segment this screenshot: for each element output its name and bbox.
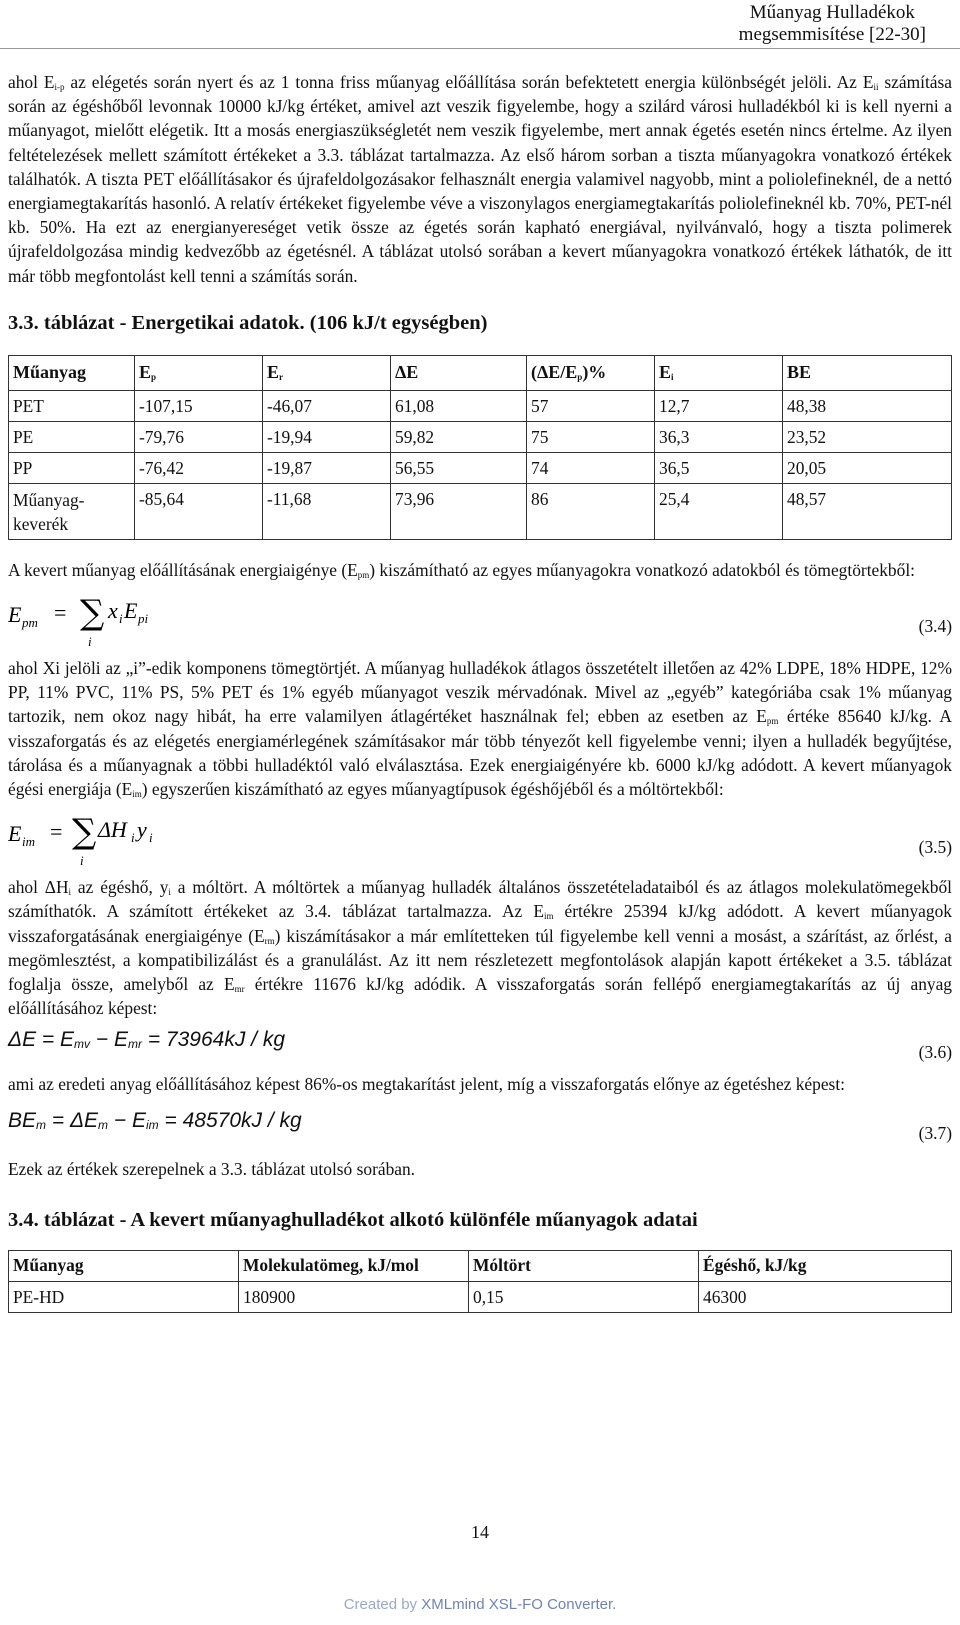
- eq-lhs: E: [8, 602, 22, 628]
- text-run: értéke 85640 kJ/kg. A visszaforgatás és az elégetés energiamérlegének számításakor már több tényezőt kell figyelembe venni; ilyen a hulladék begyűjtése, tárolása és a műanyagnak a többi hulladéktól való elválasztása. Ezek energiaigényére kb. 6000 kJ/kg adódott. A kevert műanyagok égési energiája (E: [8, 706, 952, 800]
- cell: 20,05: [783, 452, 952, 483]
- text-run: az égéshő, y: [71, 877, 169, 898]
- table-header-row: [9, 1250, 952, 1281]
- col-header-material: Műanyag: [9, 355, 135, 390]
- cell: PET: [9, 390, 135, 421]
- eq-part: − E: [90, 1028, 128, 1052]
- eq-var: y: [137, 817, 147, 843]
- paragraph-composition: [8, 656, 952, 801]
- cell: 86: [527, 483, 655, 539]
- header-text: (ΔE/E: [531, 362, 578, 383]
- text-run: értékre 25394 kJ/kg adódott. A kevert műanyagok visszaforgatásának energiaigénye (E: [8, 901, 952, 946]
- cell: 25,4: [655, 483, 783, 539]
- cell: 75: [527, 421, 655, 452]
- cell: 12,7: [655, 390, 783, 421]
- cell: -11,68: [263, 483, 391, 539]
- table-row: [9, 390, 952, 421]
- eq-equals: =: [50, 819, 63, 845]
- subscript: i: [168, 887, 171, 898]
- subscript: rm: [264, 935, 275, 946]
- header-text: E: [139, 362, 152, 383]
- paragraph-savings: ami az eredeti anyag előállításához képest 86%-os megtakarítást jelent, míg a visszaforgatás előnye az égetéshez képest:: [8, 1074, 845, 1095]
- col-header-ratio: [527, 355, 655, 390]
- subscript: mr: [128, 1037, 142, 1052]
- equation-3-7-text: [8, 1109, 302, 1133]
- subscript: im: [132, 789, 142, 800]
- eq-var-sub: i: [131, 830, 135, 846]
- eq-part: ΔE = E: [8, 1028, 75, 1052]
- subscript: p: [151, 372, 157, 383]
- equation-3-4-graphic: [8, 592, 208, 650]
- text-run: értékre 11676 kJ/kg adódik. A visszaforgatás során fellépő energiamegtakarítás az új anyag előállításához képest:: [8, 974, 952, 1019]
- eq-lhs-sub: pm: [22, 615, 38, 631]
- header-divider: [0, 48, 960, 49]
- table-row: [9, 421, 952, 452]
- cell: -76,42: [135, 452, 263, 483]
- text-run: számítása során az égéshőből levonnak 10000 kJ/kg értéket, amivel azt veszik figyelembe, hogy a szilárd városi hulladékból ki is kell nyerni a műanyagot, mielőtt elégetik. Itt a mosás energiaszükségletét nem veszik figyelembe, mert annak égetés esetén nincs értelme. Az ilyen feltételezések mellett számított értékeket a 3.3. táblázat tartalmazza. Az első három sorban a tiszta műanyagokra vonatkozó értékek találhatók. A tiszta PET előállításakor és újrafeldolgozásakor felhasznált energia valamivel nagyobb, mint a poliolefineknél, de a nettó energiamegtakarítás hasonló. A relatív értékeket figyelembe véve a viszonylagos energiamegtakarítás poliolefineknél kb. 70%, PET-nél kb. 50%. Ha ezt az energianyereséget vetik össze az égetés során kapható energiával, nyilvánvaló, hogy a tiszta polimerek újrafeldolgozása mindig kedvezőbb az égetésnél. A táblázat utolsó sorában a kevert műanyagokra vonatkozó értékek láthatók, de itt már több megfontolást kell tenni a számítás során.: [8, 72, 952, 286]
- text-run: az elégetés során nyert és az 1 tonna friss műanyag előállítása során befektetett energia különbségét jelöli. Az E: [64, 72, 874, 92]
- cell: PP: [9, 452, 135, 483]
- cell: -19,94: [263, 421, 391, 452]
- text-run: ahol E: [8, 72, 55, 92]
- subscript: i: [68, 887, 72, 898]
- equation-3-7: [8, 1107, 952, 1151]
- equation-number: (3.4): [918, 616, 952, 637]
- subscript: r: [279, 372, 284, 383]
- eq-equals: =: [54, 600, 67, 626]
- text-run: ) kiszámítható az egyes műanyagokra vonatkozó adatokból és tömegtörtekből:: [369, 559, 915, 580]
- cell: 36,5: [655, 452, 783, 483]
- subscript: mv: [74, 1037, 91, 1052]
- text-run: ahol ΔH: [8, 877, 69, 898]
- cell: -46,07: [263, 390, 391, 421]
- header-title-line1: Műanyag Hulladékok: [749, 2, 915, 23]
- eq-lhs: E: [8, 821, 22, 847]
- table-row: [9, 483, 952, 539]
- cell: 180900: [239, 1281, 469, 1312]
- subscript: im: [543, 911, 554, 922]
- col-header-delta-e: ΔE: [391, 355, 527, 390]
- cell: -19,87: [263, 452, 391, 483]
- header-text: E: [267, 362, 280, 383]
- table-header-row: [9, 355, 952, 390]
- eq-lhs-sub: im: [22, 834, 35, 850]
- subscript: i: [671, 372, 674, 383]
- paragraph-intro: [8, 70, 952, 288]
- eq-var: E: [124, 598, 138, 624]
- page-header: [739, 2, 926, 46]
- eq-part: = 73964kJ / kg: [142, 1028, 286, 1052]
- subscript: m: [98, 1117, 109, 1132]
- col-header-molecular-weight: Molekulatömeg, kJ/mol: [239, 1250, 469, 1281]
- cell: 57: [527, 390, 655, 421]
- eq-part: = 48570kJ / kg: [158, 1108, 302, 1132]
- eq-var-sub: pi: [138, 611, 149, 627]
- eq-part: BE: [8, 1108, 37, 1132]
- plastics-data-table: [8, 1250, 952, 1313]
- subscript: m: [36, 1117, 47, 1132]
- header-text: )%: [582, 362, 607, 383]
- eq-part: − E: [108, 1108, 146, 1132]
- eq-index: i: [80, 853, 84, 869]
- paragraph-mole-fraction: [8, 875, 952, 1020]
- cell: [9, 483, 135, 539]
- cell: PE-HD: [9, 1281, 239, 1312]
- cell: 59,82: [391, 421, 527, 452]
- cell: 36,3: [655, 421, 783, 452]
- equation-3-4: [8, 592, 952, 650]
- credit-prefix: Created by: [343, 1596, 422, 1613]
- col-header-ep: [135, 355, 263, 390]
- col-header-heat-of-combustion: Égéshő, kJ/kg: [699, 1250, 952, 1281]
- credit-brand-link[interactable]: XMLmind XSL-FO Converter.: [421, 1596, 617, 1613]
- cell: 0,15: [469, 1281, 699, 1312]
- cell: -79,76: [135, 421, 263, 452]
- equation-number: (3.7): [918, 1122, 952, 1143]
- converter-credit: [0, 1596, 960, 1613]
- page-content: [8, 70, 952, 1313]
- cell: -107,15: [135, 390, 263, 421]
- eq-var: ΔH: [98, 817, 127, 843]
- text-run: a móltört. A móltörtek a műanyag hulladék általános összetételadataiból és az átlagos molekulatömegekből számíthatók. A számított értékeket az 3.4. táblázat tartalmazza. Az E: [8, 877, 952, 922]
- table-row: [9, 452, 952, 483]
- subscript: pm: [766, 716, 779, 727]
- eq-part: = ΔE: [46, 1108, 99, 1132]
- energy-data-table: [8, 355, 952, 540]
- cell: 46300: [699, 1281, 952, 1312]
- eq-index: i: [88, 634, 92, 650]
- cell-line: keverék: [13, 513, 69, 534]
- text-run: A kevert műanyag előállításának energiaigénye (E: [8, 559, 358, 580]
- col-header-ei: [655, 355, 783, 390]
- eq-var-sub: i: [149, 830, 153, 846]
- cell: 48,57: [783, 483, 952, 539]
- eq-var-sub: i: [119, 611, 123, 627]
- col-header-mole-fraction: Móltört: [469, 1250, 699, 1281]
- cell: PE: [9, 421, 135, 452]
- cell-line: Műanyag-: [13, 489, 85, 510]
- equation-number: (3.6): [918, 1042, 952, 1063]
- subscript: i-p: [54, 82, 65, 92]
- subscript: p: [577, 372, 583, 383]
- cell: 73,96: [391, 483, 527, 539]
- col-header-be: BE: [783, 355, 952, 390]
- header-title-line2: megsemmisítése [22-30]: [738, 24, 926, 45]
- text-run: ahol Xi jelöli az „i”-edik komponens tömegtörtjét. A műanyag hulladékok átlagos összetételt illetően az 42% LDPE, 18% HDPE, 12% PP, 11% PVC, 11% PS, 5% PET és 1% egyéb műanyagot veszik mérvadónak. Mivel az „egyéb” kategóriába csak 1% műanyag tartozik, nem okoz nagy hibát, ha erre valamilyen átlagértéket használnak fel; ebben az esetben az E: [8, 658, 952, 727]
- sum-symbol: ∑: [80, 593, 105, 634]
- eq-var: x: [108, 598, 118, 624]
- cell: 56,55: [391, 452, 527, 483]
- equation-3-6-text: [8, 1028, 285, 1052]
- subscript: pm: [357, 569, 370, 580]
- equation-3-6: [8, 1026, 952, 1066]
- col-header-material: Műanyag: [9, 1250, 239, 1281]
- col-header-er: [263, 355, 391, 390]
- subscript: ii: [873, 82, 879, 92]
- cell: 61,08: [391, 390, 527, 421]
- table-row: [9, 1281, 952, 1312]
- sum-symbol: ∑: [72, 812, 97, 853]
- cell: -85,64: [135, 483, 263, 539]
- subscript: mr: [234, 984, 245, 995]
- subscript: im: [146, 1117, 159, 1132]
- cell: 48,38: [783, 390, 952, 421]
- equation-number: (3.5): [918, 837, 952, 858]
- page-number: 14: [471, 1522, 489, 1542]
- paragraph-closing: Ezek az értékek szerepelnek a 3.3. táblázat utolsó sorában.: [8, 1158, 416, 1179]
- equation-3-5-graphic: [8, 811, 208, 869]
- header-text: E: [659, 362, 672, 383]
- text-run: ) egyszerűen kiszámítható az egyes műanyagtípusok égéshőjéből és a móltörtekből:: [141, 779, 724, 800]
- cell: 23,52: [783, 421, 952, 452]
- table-3-4-title: 3.4. táblázat - A kevert műanyaghulladékot alkotó különféle műanyagok adatai: [8, 1208, 698, 1231]
- text-run: ) kiszámításakor a már említetteken túl figyelembe kell venni a mosást, a szárítást, az őrlést, a megömlesztést, a kompatibilizálást és a granulálást. Az itt nem részletezett megfontolások alapján kapott értékeket a 3.5. táblázat foglalja össze, amelyből az E: [8, 925, 952, 995]
- paragraph-epm: [8, 558, 952, 582]
- table-3-3-title: 3.3. táblázat - Energetikai adatok. (106 kJ/t egységben): [8, 311, 488, 334]
- equation-3-5: [8, 811, 952, 869]
- cell: 74: [527, 452, 655, 483]
